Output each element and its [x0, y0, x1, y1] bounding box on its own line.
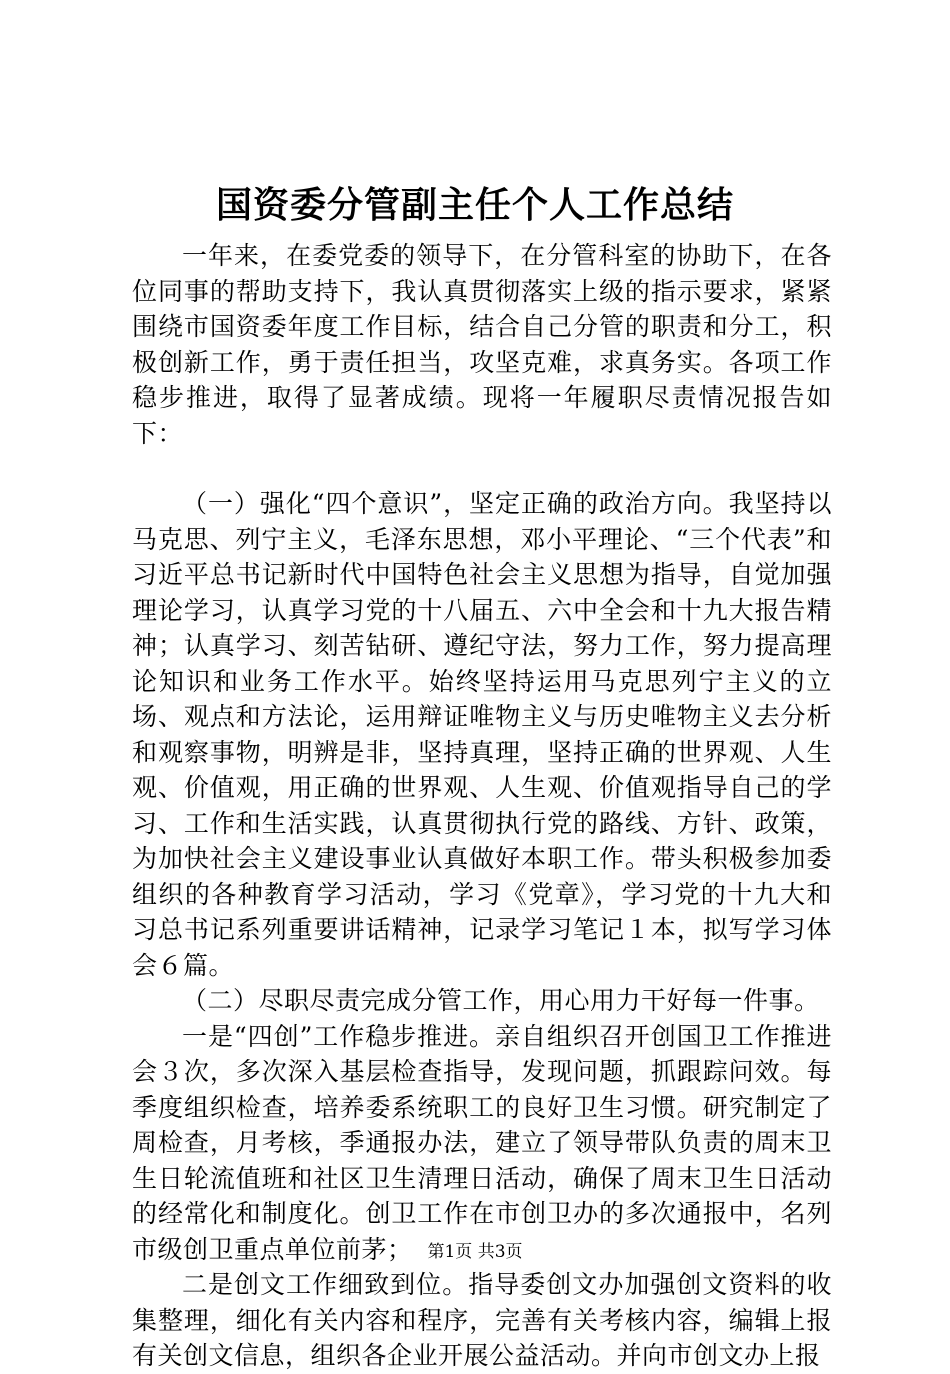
- item-one-paragraph: 一是“四创”工作稳步推进。亲自组织召开创国卫工作推进会３次，多次深入基层检查指导，发现问题，抓跟踪问效。每季度组织检查，培养委系统职工的良好卫生习惯。研究制定了周检查，月考核，季通报办法，建立了领导带队负责的周末卫生日轮流值班和社区卫生清理日活动，确保了周末卫生日活动的经常化和制度化。创卫工作在市创卫办的多次通报中，名列市级创卫重点单位前茅；: [132, 1021, 832, 1264]
- section-one-paragraph: （一）强化“四个意识”，坚定正确的政治方向。我坚持以马克思、列宁主义，毛泽东思想，邓小平理论、“三个代表”和习近平总书记新时代中国特色社会主义思想为指导，自觉加强理论学习，认真学习党的十八届五、六中全会和十九大报告精神；认真学习、刻苦钻研、遵纪守法，努力工作，努力提高理论知识和业务工作水平。始终坚持运用马克思列宁主义的立场、观点和方法论，运用辩证唯物主义与历史唯物主义去分析和观察事物，明辨是非，坚持真理，坚持正确的世界观、人生观、价值观，用正确的世界观、人生观、价值观指导自己的学习、工作和生活实践，认真贯彻执行党的路线、方针、政策，为加快社会主义建设事业认真做好本职工作。带头积极参加委组织的各种教育学习活动，学习《党章》，学习党的十九大和习总书记系列重要讲话精神，记录学习笔记１本，拟写学习体会６篇。: [132, 489, 832, 980]
- paragraph-gap: [132, 451, 832, 486]
- intro-paragraph: 一年来，在委党委的领导下，在分管科室的协助下，在各位同事的帮助支持下，我认真贯彻落实上级的指示要求，紧紧围绕市国资委年度工作目标，结合自己分管的职责和分工，积极创新工作，勇于责任担当，攻坚克难，求真务实。各项工作稳步推进，取得了显著成绩。现将一年履职尽责情况报告如下：: [132, 241, 832, 448]
- page-footer: 第1页 共3页: [427, 1242, 523, 1262]
- section-two-heading: （二）尽职尽责完成分管工作，用心用力干好每一件事。: [182, 986, 820, 1015]
- document-title: 国资委分管副主任个人工作总结: [215, 184, 734, 226]
- document-body: [132, 238, 832, 1374]
- item-two-paragraph: 二是创文工作细致到位。指导委创文办加强创文资料的收集整理，细化有关内容和程序，完善有关考核内容，编辑上报有关创文信息，组织各企业开展公益活动。并向市创文办上报: [132, 1270, 832, 1370]
